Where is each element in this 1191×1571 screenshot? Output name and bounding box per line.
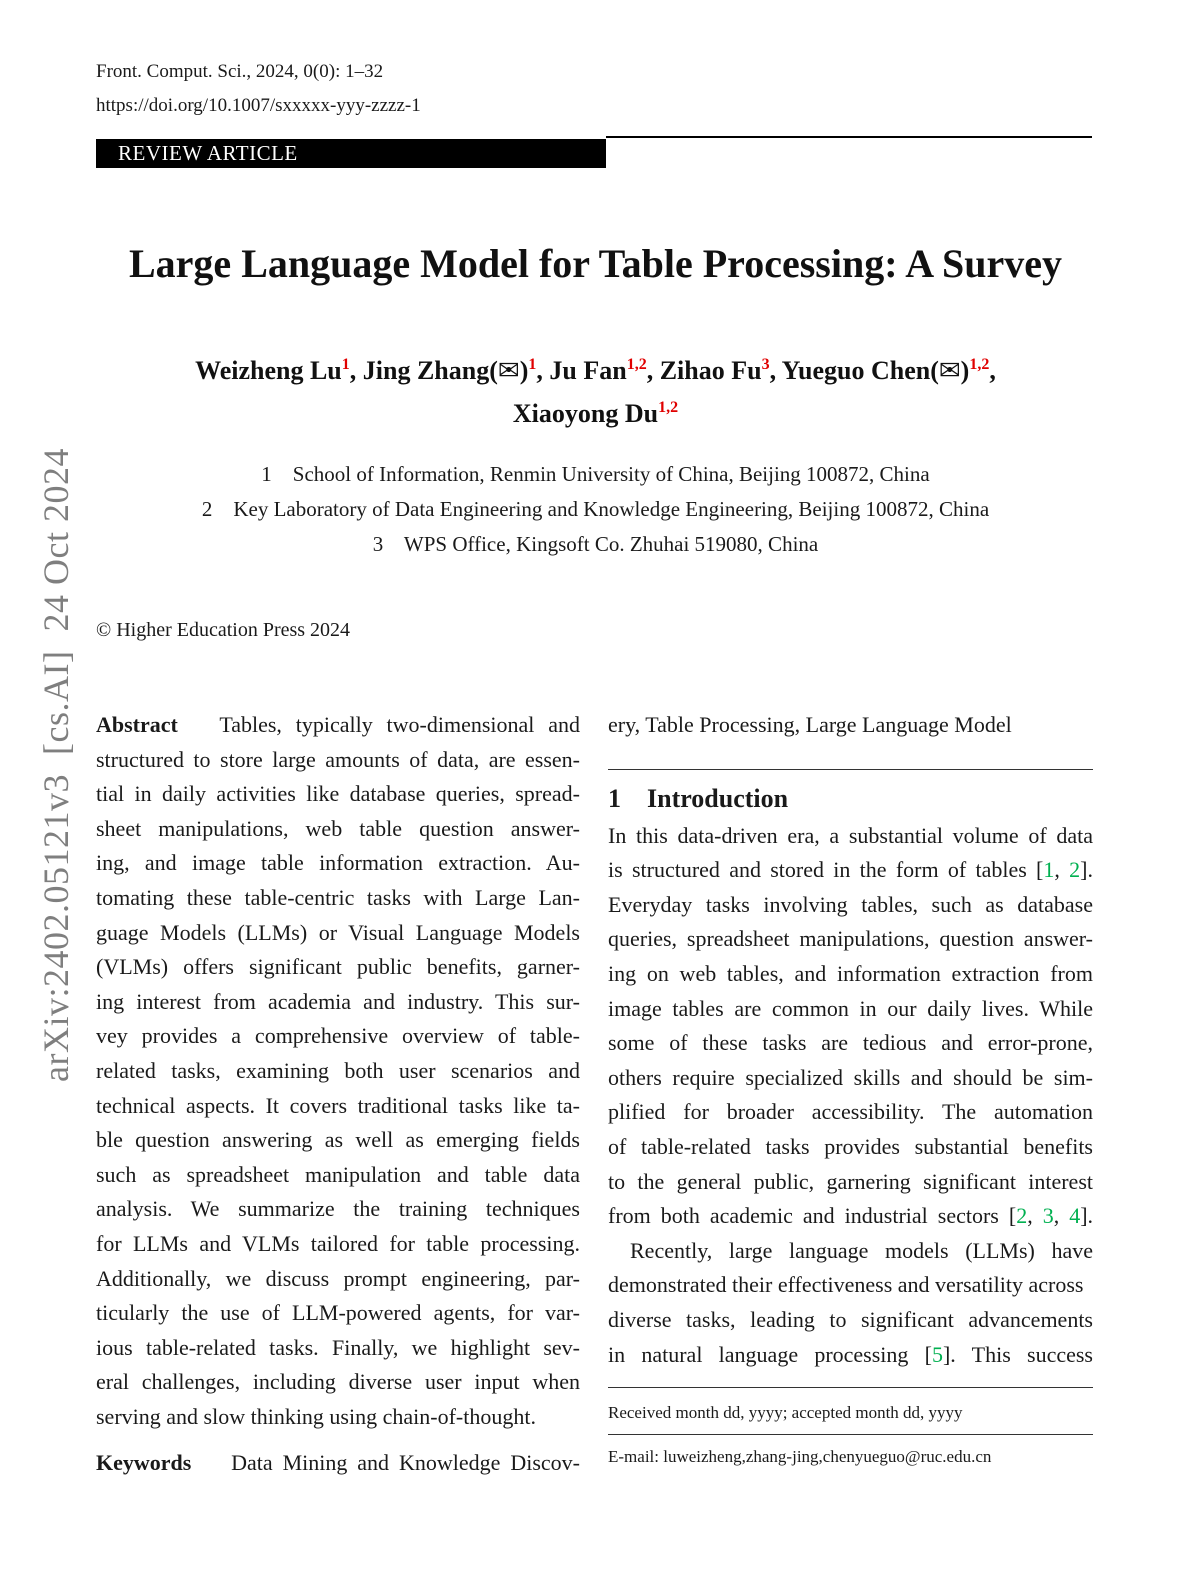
affiliation: 2 Key Laboratory of Data Engineering and Knowledge Engineering, Beijing 100872, China [201, 497, 990, 521]
abstract-line: vey provides a comprehensive overview of table- [96, 1023, 580, 1049]
article-type-label: REVIEW ARTICLE [118, 141, 298, 165]
abstract-line: serving and slow thinking using chain-of-thought. [96, 1403, 536, 1429]
intro-line: to the general public, garnering significant interest [608, 1168, 1093, 1194]
author: Weizheng Lu$^1$, [195, 356, 363, 385]
intro-line: Everyday tasks involving tables, such as database [608, 891, 1093, 917]
intro-line: queries, spreadsheet manipulations, question answer- [608, 926, 1093, 952]
envelope-icon: ✉ [938, 356, 961, 385]
intro-line: diverse tasks, leading to significant advancements [608, 1306, 1093, 1332]
citation-link[interactable]: 5 [931, 1341, 943, 1367]
author: Jing Zhang(✉)$^1$, [362, 356, 550, 385]
abstract-line: for LLMs and VLMs tailored for table processing. [96, 1230, 580, 1256]
section-heading: 1 Introduction [608, 783, 789, 813]
author-line-2 [0, 397, 1191, 431]
envelope-icon: ✉ [497, 356, 520, 385]
paper-title: Large Language Model for Table Processing: A Survey [129, 241, 1062, 286]
journal-citation: Front. Comput. Sci., 2024, 0(0): 1–32 [96, 61, 384, 82]
doi-link[interactable]: https://doi.org/10.1007/sxxxxx-yyy-zzzz-1 [96, 95, 421, 116]
keywords-line: Keywords Data Mining and Knowledge Discov- [96, 1450, 581, 1476]
intro-line: others require specialized skills and should be sim- [608, 1064, 1093, 1090]
received-date: Received month dd, yyyy; accepted month dd, yyyy [608, 1403, 963, 1423]
introduction-text [608, 819, 1093, 1373]
footnote-rule [608, 1387, 1093, 1388]
keywords-continued: ery, Table Processing, Large Language Model [608, 712, 1012, 737]
abstract-line: ing, and image table information extraction. Au- [96, 850, 580, 876]
abstract-line: ble question answering as well as emerging fields [96, 1127, 580, 1153]
abstract [96, 708, 580, 1434]
affiliation: 1 School of Information, Renmin University of China, Beijing 100872, China [261, 462, 930, 486]
abstract-line: analysis. We summarize the training techniques [96, 1196, 580, 1222]
abstract-line: guage Models (LLMs) or Visual Language Models [96, 919, 580, 945]
header-rule [606, 136, 1092, 138]
arxiv-stamp: arXiv:2402.05121v3 [cs.AI] 24 Oct 2024 [36, 448, 76, 1082]
intro-line: in natural language processing [5]. This success [608, 1341, 1093, 1367]
intro-line: Recently, large language models (LLMs) have [630, 1237, 1093, 1263]
author-line-1 [0, 354, 1191, 388]
abstract-label: Abstract [96, 712, 178, 737]
intro-line: some of these tasks are tedious and error-prone, [608, 1030, 1093, 1056]
affiliation: 3 WPS Office, Kingsoft Co. Zhuhai 519080, China [372, 532, 819, 556]
intro-line: ing on web tables, and information extraction from [608, 960, 1093, 986]
abstract-line: eral challenges, including diverse user input when [96, 1369, 580, 1395]
intro-line: is structured and stored in the form of tables [1, 2]. [608, 857, 1093, 883]
citation-link[interactable]: 2 [1069, 857, 1081, 883]
abstract-line: ious table-related tasks. Finally, we highlight sev- [96, 1334, 580, 1360]
body-column [608, 708, 1093, 1468]
abstract-line: Abstract Tables, typically two-dimensional and [96, 712, 580, 737]
section-rule [608, 769, 1093, 770]
citation-link[interactable]: 4 [1069, 1203, 1081, 1229]
abstract-line: related tasks, examining both user scenarios and [96, 1057, 580, 1083]
abstract-line: ticularly the use of LLM-powered agents, for var- [96, 1300, 580, 1326]
abstract-line: structured to store large amounts of data, are essen- [96, 746, 580, 772]
author: Xiaoyong Du$^{1,2}$ [512, 399, 679, 428]
footnote-rule [608, 1434, 1093, 1435]
intro-line: of table-related tasks provides substantial benefits [608, 1133, 1093, 1159]
intro-line: In this data-driven era, a substantial volume of data [608, 822, 1093, 848]
citation-link[interactable]: 1 [1043, 857, 1055, 883]
abstract-line: tomating these table-centric tasks with Large Lan- [96, 884, 580, 910]
author: Yueguo Chen(✉)$^{1,2}$, [781, 356, 996, 385]
abstract-line: such as spreadsheet manipulation and table data [96, 1161, 580, 1187]
abstract-column [96, 708, 580, 1481]
abstract-line: sheet manipulations, web table question answer- [96, 815, 580, 841]
intro-line: demonstrated their effectiveness and versatility across [608, 1272, 1084, 1298]
abstract-line: Additionally, we discuss prompt engineering, par- [96, 1265, 580, 1291]
intro-line: from both academic and industrial sectors [2, 3, 4]. [608, 1203, 1094, 1229]
citation-link[interactable]: 2 [1016, 1203, 1028, 1229]
contact-email: E-mail: luweizheng,zhang-jing,chenyueguo@ruc.edu.cn [608, 1447, 992, 1467]
author: Ju Fan$^{1,2}$, [549, 356, 660, 385]
abstract-line: ing interest from academia and industry. This sur- [96, 988, 580, 1014]
copyright-notice: © Higher Education Press 2024 [96, 619, 351, 641]
abstract-line: tial in daily activities like database queries, spread- [96, 781, 580, 807]
intro-line: image tables are common in our daily lives. While [608, 995, 1093, 1021]
citation-link[interactable]: 3 [1042, 1203, 1054, 1229]
intro-line: plified for broader accessibility. The automation [608, 1099, 1093, 1125]
abstract-line: (VLMs) offers significant public benefits, garner- [96, 954, 580, 980]
abstract-line: technical aspects. It covers traditional tasks like ta- [96, 1092, 580, 1118]
author: Zihao Fu$^3$, [659, 356, 782, 385]
